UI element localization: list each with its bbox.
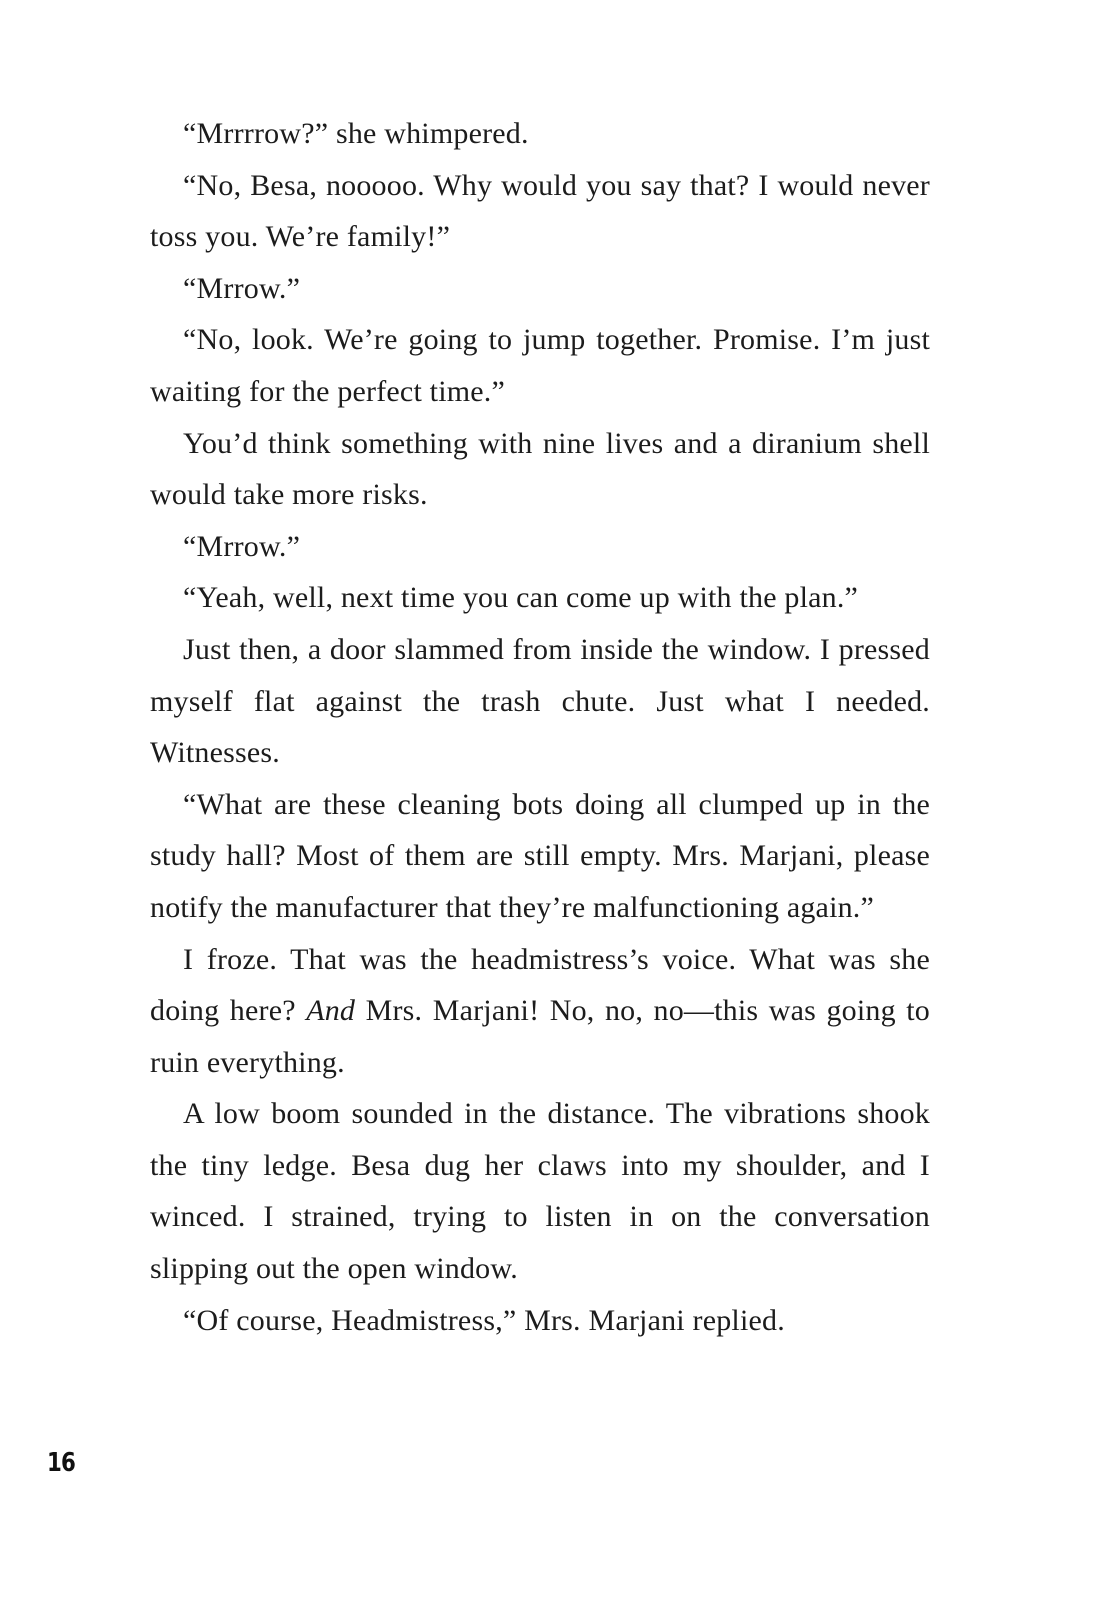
paragraph-10-start: I froze. That was the headmistress’s voice. What was she doing here? — [150, 942, 930, 1028]
paragraph-9: “What are these cleaning bots doing all clumped up in the study hall? Most of them are still empty. Mrs. Marjani, please notify the manufacturer that they’re malfunctioning again.” — [150, 787, 930, 924]
paragraph-5: You’d think something with nine lives and a diranium shell would take more risks. — [150, 426, 930, 512]
paragraph-2: “No, Besa, nooooo. Why would you say that? I would never toss you. We’re family!” — [150, 168, 930, 254]
paragraph-1: “Mrrrrow?” she whimpered. — [183, 117, 529, 150]
paragraph-11: A low boom sounded in the distance. The vibrations shook the tiny ledge. Besa dug her claws into my shoulder, and I winced. I strained, trying to listen in on the conversation slipping out the open window. — [150, 1097, 930, 1286]
body-text — [150, 108, 930, 1346]
paragraph-7: “Yeah, well, next time you can come up with the plan.” — [183, 581, 859, 615]
paragraph-10 — [150, 934, 930, 1089]
paragraph-8: Just then, a door slammed from inside the window. I pressed myself flat against the trash chute. Just what I needed. Witnesses. — [150, 632, 930, 770]
paragraph-10-end: Mrs. Marjani! No, no, no—this was going to ruin everything. — [150, 994, 930, 1079]
paragraph-12: “Of course, Headmistress,” Mrs. Marjani replied. — [183, 1303, 785, 1337]
page-number: 16 — [47, 1448, 76, 1478]
paragraph-10-italic: And — [306, 994, 356, 1028]
paragraph-6: “Mrrow.” — [183, 529, 301, 563]
paragraph-3: “Mrrow.” — [183, 271, 301, 305]
paragraph-4: “No, look. We’re going to jump together. Promise. I’m just waiting for the perfect time.” — [150, 323, 930, 408]
